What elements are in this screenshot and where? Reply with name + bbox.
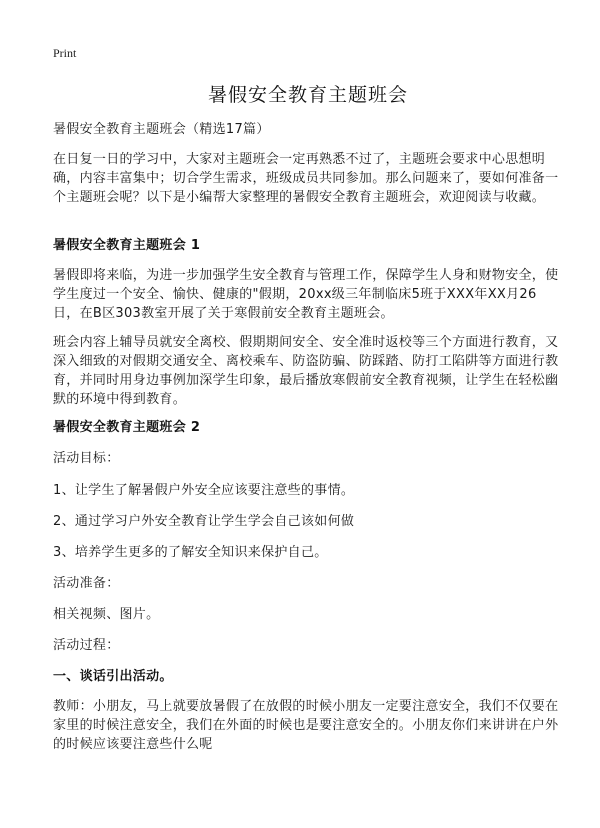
intro-paragraph: 在日复一日的学习中，大家对主题班会一定再熟悉不过了，主题班会要求中心思想明确，内容丰富集中；切合学生需求，班级成员共同参加。那么问题来了，要如何准备一个主题班会呢？以下是小编帮大家整理的暑假安全教育主题班会，欢迎阅读与收藏。 xyxy=(53,152,559,205)
goals-label: 活动目标： xyxy=(53,451,120,466)
step-1-text: 教师：小朋友，马上就要放暑假了在放假的时候小朋友一定要注意安全，我们不仅要在家里的时候注意安全，我们在外面的时候也是要注意安全的。小朋友你们来讲讲在户外的时候应该要注意些什么呢 xyxy=(53,699,559,752)
preparation-text: 相关视频、图片。 xyxy=(53,607,160,622)
print-link[interactable]: Print xyxy=(53,46,77,60)
section-2-heading: 暑假安全教育主题班会 2 xyxy=(53,420,201,435)
section-1-heading: 暑假安全教育主题班会 1 xyxy=(53,238,201,253)
section-1-paragraph-1: 暑假即将来临，为进一步加强学生安全教育与管理工作，保障学生人身和财物安全，使学生度过一个安全、愉快、健康的"假期，20xx级三年制临床5班于XXX年XX月26日，在B区303教室开展了关于寒假前安全教育主题班会。 xyxy=(53,268,559,321)
goal-item-1: 1、让学生了解暑假户外安全应该要注意些的事情。 xyxy=(53,483,355,498)
step-1-heading: 一、谈话引出活动。 xyxy=(53,669,173,684)
goal-item-3: 3、培养学生更多的了解安全知识来保护自己。 xyxy=(53,545,328,560)
page-title: 暑假安全教育主题班会 xyxy=(207,84,408,106)
process-label: 活动过程： xyxy=(53,638,120,653)
subtitle: 暑假安全教育主题班会（精选17篇） xyxy=(53,122,270,137)
goal-item-2: 2、通过学习户外安全教育让学生学会自己该如何做 xyxy=(53,514,355,529)
section-1-paragraph-2: 班会内容上辅导员就安全离校、假期期间安全、安全准时返校等三个方面进行教育，又深入细致的对假期交通安全、离校乘车、防盗防骗、防踩踏、防打工陷阱等方面进行教育，并同时用身边事例加深学生印象，最后播放寒假前安全教育视频，让学生在轻松幽默的环境中得到教育。 xyxy=(53,335,559,407)
preparation-label: 活动准备： xyxy=(53,576,120,591)
